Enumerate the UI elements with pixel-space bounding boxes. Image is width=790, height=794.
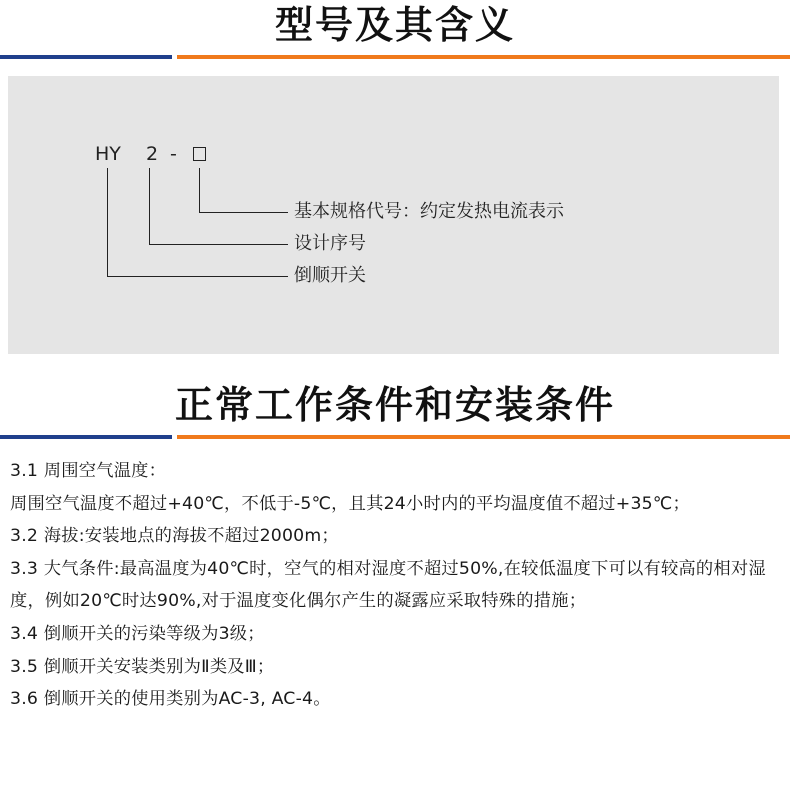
code-placeholder-box — [193, 147, 206, 161]
bracket-design-horizontal — [149, 244, 288, 245]
bracket-spec-vertical — [199, 168, 200, 213]
section-title-conditions: 正常工作条件和安装条件 — [174, 383, 615, 427]
label-design-number: 设计序号 — [294, 233, 366, 254]
bracket-product-vertical — [107, 168, 108, 277]
condition-3-4: 3.4 倒顺开关的污染等级为3级； — [10, 623, 265, 644]
conditions-list — [10, 455, 782, 716]
bracket-product-horizontal — [107, 276, 288, 277]
title-underline-blue-2 — [0, 435, 172, 439]
title-underline-orange-2 — [177, 435, 790, 439]
model-diagram — [8, 76, 779, 354]
label-product: 倒顺开关 — [294, 265, 366, 286]
code-dash: - — [170, 143, 177, 165]
title-underline-blue — [0, 55, 172, 59]
condition-3-2: 3.2 海拔:安装地点的海拔不超过2000m； — [10, 526, 339, 547]
condition-3-6: 3.6 倒顺开关的使用类别为AC-3, AC-4。 — [10, 689, 331, 710]
code-number: 2 — [146, 143, 159, 165]
condition-3-3: 3.3 大气条件:最高温度为40℃时，空气的相对湿度不超过50%,在较低温度下可以有较高的相对湿度，例如20℃时达90%,对于温度变化偶尔产生的凝露应采取特殊的措施； — [10, 558, 766, 612]
title-underline-orange — [177, 55, 790, 59]
condition-3-1-title: 3.1 周围空气温度： — [10, 461, 167, 481]
bracket-spec-horizontal — [199, 212, 288, 213]
bracket-design-vertical — [149, 168, 150, 245]
condition-3-5: 3.5 倒顺开关安装类别为Ⅱ类及Ⅲ； — [10, 656, 275, 677]
condition-3-1-body: 周围空气温度不超过+40℃，不低于-5℃，且其24小时内的平均温度值不超过+35℃； — [10, 493, 690, 514]
code-prefix: HY — [95, 143, 121, 165]
label-spec-code: 基本规格代号：约定发热电流表示 — [294, 201, 564, 222]
section-title-model: 型号及其含义 — [274, 3, 515, 47]
